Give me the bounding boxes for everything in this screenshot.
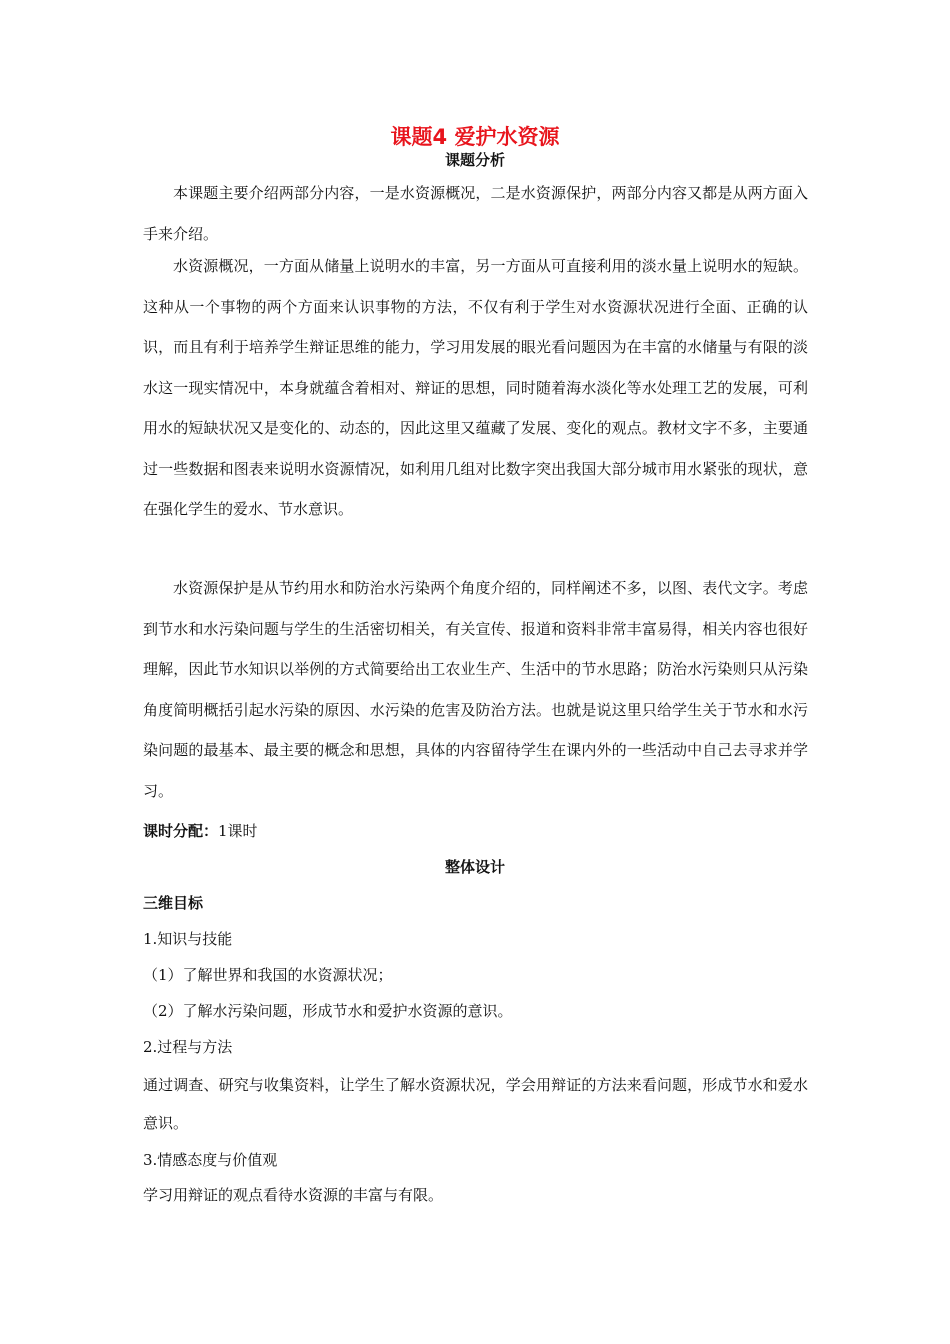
knowledge-heading: 1.知识与技能 <box>143 930 233 948</box>
emotion-heading: 3.情感态度与价值观 <box>143 1151 278 1169</box>
class-hours-line <box>143 819 808 843</box>
paragraph-water-protection: 水资源保护是从节约用水和防治水污染两个角度介绍的，同样阐述不多，以图、表代文字。考虑到节水和水污染问题与学生的生活密切相关，有关宣传、报道和资料非常丰富易得，相关内容也很好理解，因此节水知识以举例的方式简要给出工农业生产、生活中的节水思路；防治水污染则只从污染角度简明概括引起水污染的原因、水污染的危害及防治方法。也就是说这里只给学生关于节水和水污染问题的最基本、最主要的概念和思想，具体的内容留待学生在课内外的一些活动中自己去寻求并学习。 <box>143 579 808 800</box>
process-heading: 2.过程与方法 <box>143 1038 233 1056</box>
knowledge-item: （2）了解水污染问题，形成节水和爱护水资源的意识。 <box>143 1002 513 1020</box>
document-title: 课题4 爱护水资源 <box>390 125 560 149</box>
section-title-overall-design: 整体设计 <box>444 858 505 876</box>
class-hours-label: 课时分配： <box>143 822 219 840</box>
paragraph-water-overview: 水资源概况，一方面从储量上说明水的丰富，另一方面从可直接利用的淡水量上说明水的短缺。这种从一个事物的两个方面来认识事物的方法，不仅有利于学生对水资源状况进行全面、正确的认识，而且有利于培养学生辩证思维的能力，学习用发展的眼光看问题因为在丰富的水储量与有限的淡水这一现实情况中，本身就蕴含着相对、辩证的思想，同时随着海水淡化等水处理工艺的发展，可利用水的短缺状况又是变化的、动态的，因此这里又蕴藏了发展、变化的观点。教材文字不多，主要通过一些数据和图表来说明水资源情况，如利用几组对比数字突出我国大部分城市用水紧张的现状，意在强化学生的爱水、节水意识。 <box>143 257 808 518</box>
goals-heading: 三维目标 <box>143 894 204 912</box>
section-title-analysis: 课题分析 <box>444 151 505 169</box>
class-hours-value: 1课时 <box>218 822 258 840</box>
process-text: 通过调查、研究与收集资料，让学生了解水资源状况，学会用辩证的方法来看问题，形成节水和爱水意识。 <box>143 1076 808 1132</box>
knowledge-item: （1）了解世界和我国的水资源状况； <box>143 966 393 984</box>
emotion-text: 学习用辩证的观点看待水资源的丰富与有限。 <box>143 1186 444 1204</box>
paragraph-intro: 本课题主要介绍两部分内容，一是水资源概况，二是水资源保护，两部分内容又都是从两方面入手来介绍。 <box>143 184 808 243</box>
